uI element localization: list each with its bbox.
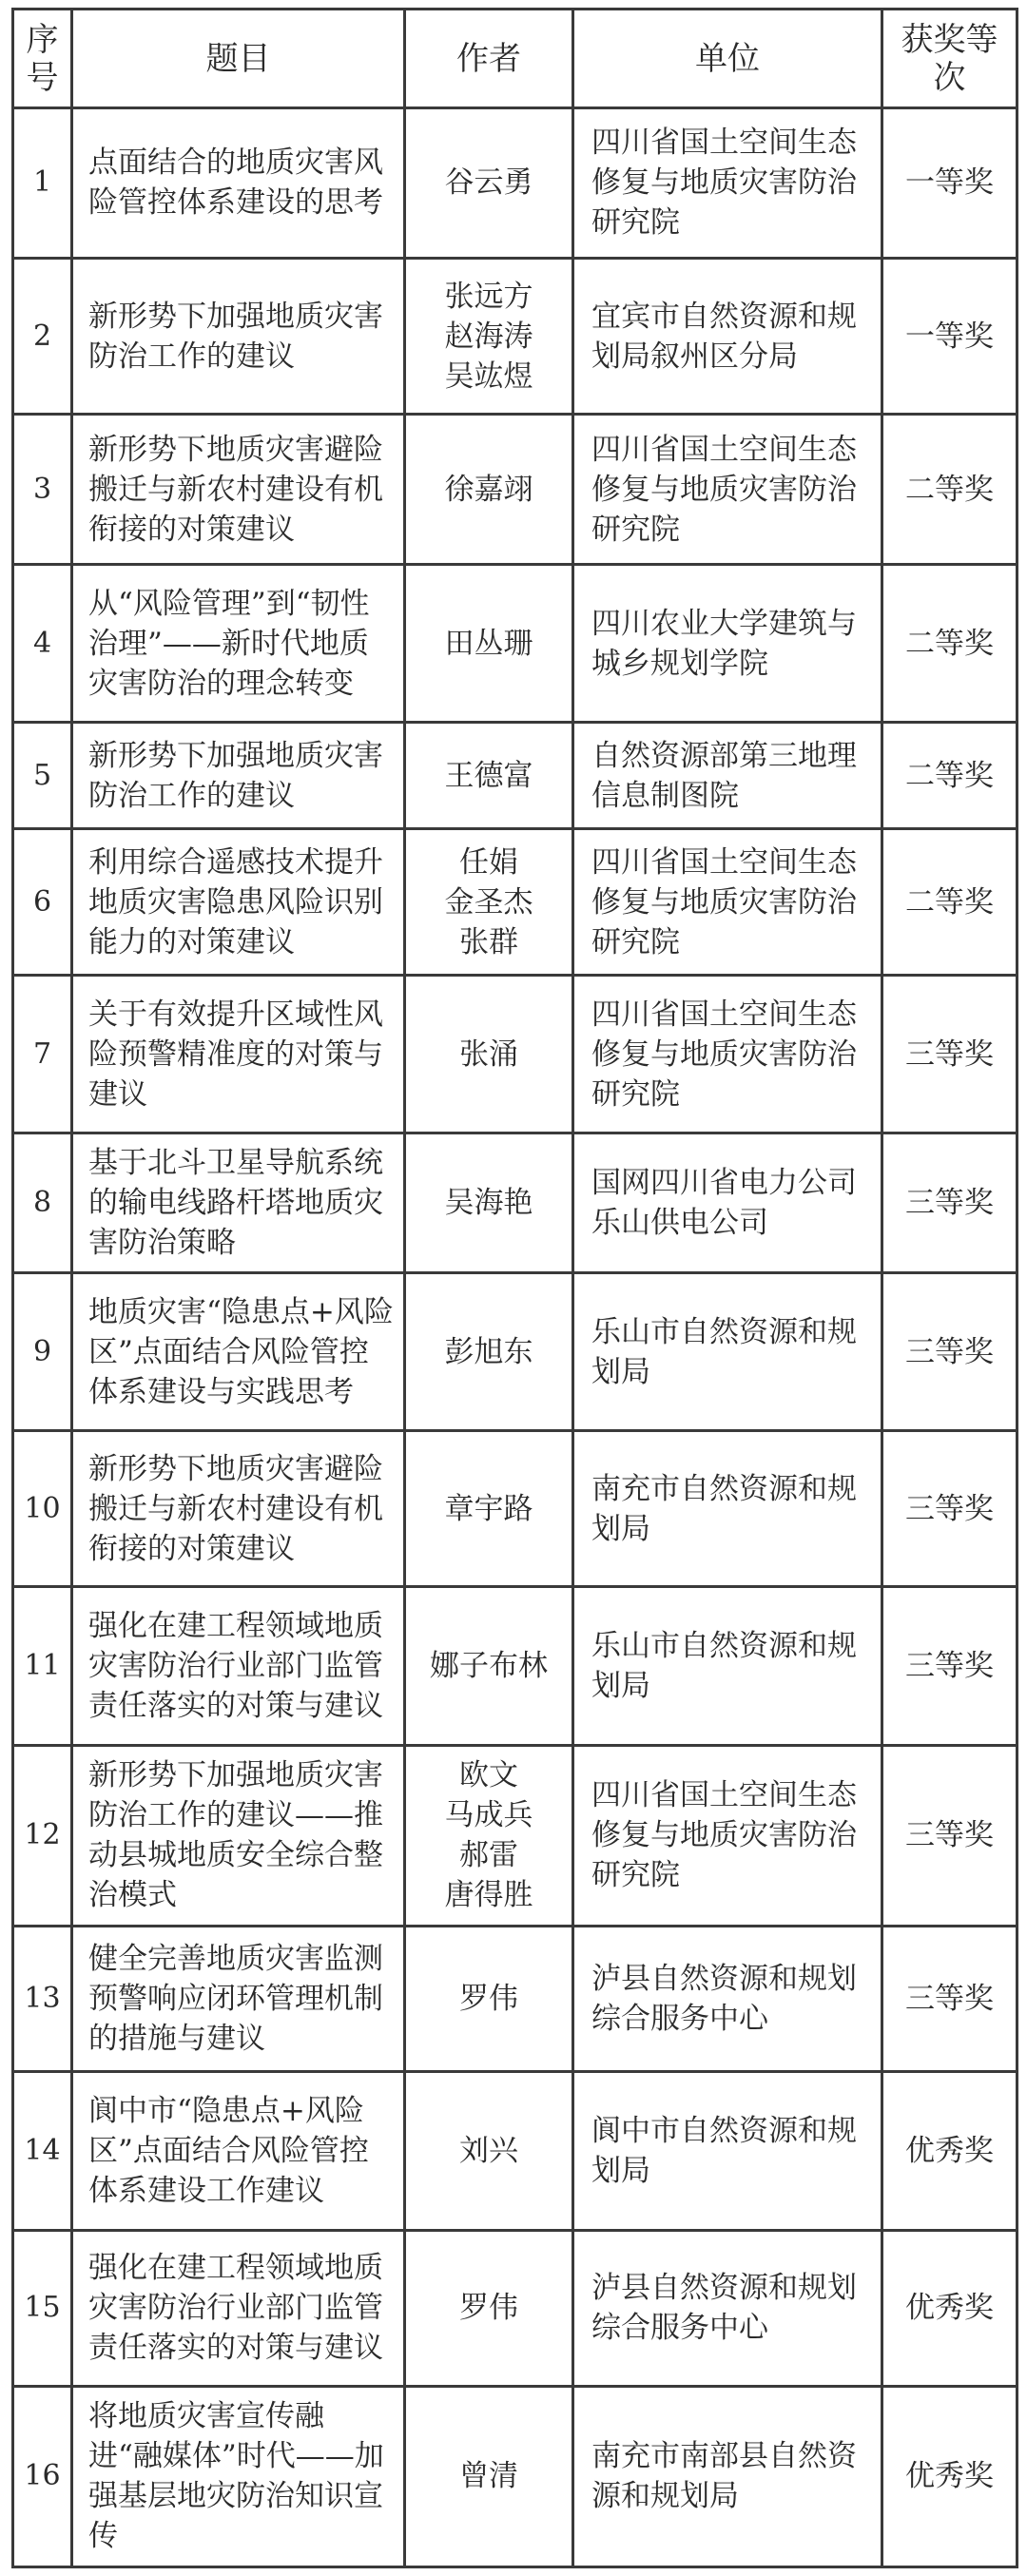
row-author: 张涌 [405,976,573,1133]
row-number: 3 [13,415,72,565]
row-unit: 泸县自然资源和规划综合服务中心 [573,1926,882,2072]
table-row [13,108,1017,259]
row-author: 罗伟 [405,1926,573,2072]
row-author: 徐嘉翊 [405,415,573,565]
row-unit: 南充市南部县自然资源和规划局 [573,2386,882,2566]
row-author: 曾清 [405,2386,573,2566]
table-row [13,1926,1017,2072]
row-title: 点面结合的地质灾害风险管控体系建设的思考 [72,108,405,259]
row-number: 7 [13,976,72,1133]
row-author: 王德富 [405,723,573,829]
table-row [13,258,1017,414]
row-number: 14 [13,2072,72,2230]
row-author: 欧文 马成兵 郝雷 唐得胜 [405,1745,573,1926]
row-title: 利用综合遥感技术提升地质灾害隐患风险识别能力的对策建议 [72,829,405,976]
row-author: 吴海艳 [405,1133,573,1272]
row-title: 新形势下加强地质灾害防治工作的建议——推动县城地质安全综合整治模式 [72,1745,405,1926]
row-award: 三等奖 [882,1133,1017,1272]
row-title: 基于北斗卫星导航系统的输电线路杆塔地质灾害防治策略 [72,1133,405,1272]
row-award: 优秀奖 [882,2386,1017,2566]
row-number: 16 [13,2386,72,2566]
row-unit: 乐山市自然资源和规划局 [573,1587,882,1745]
table-row [13,415,1017,565]
row-title: 新形势下加强地质灾害防治工作的建议 [72,723,405,829]
row-title: 新形势下加强地质灾害防治工作的建议 [72,258,405,414]
row-number: 10 [13,1431,72,1587]
row-award: 优秀奖 [882,2072,1017,2230]
row-author: 田丛珊 [405,565,573,723]
header-unit: 单位 [573,10,882,108]
table-row [13,723,1017,829]
header-row [13,10,1017,108]
row-number: 6 [13,829,72,976]
row-title: 关于有效提升区域性风险预警精准度的对策与建议 [72,976,405,1133]
row-author: 谷云勇 [405,108,573,259]
row-award: 三等奖 [882,1745,1017,1926]
row-unit: 国网四川省电力公司乐山供电公司 [573,1133,882,1272]
row-award: 二等奖 [882,415,1017,565]
row-number: 1 [13,108,72,259]
row-number: 8 [13,1133,72,1272]
row-unit: 自然资源部第三地理信息制图院 [573,723,882,829]
row-award: 三等奖 [882,1587,1017,1745]
row-award: 三等奖 [882,1272,1017,1430]
award-table-sheet [11,8,1016,2568]
row-unit: 四川省国土空间生态修复与地质灾害防治研究院 [573,1745,882,1926]
row-unit: 南充市自然资源和规划局 [573,1431,882,1587]
award-table [11,8,1018,2568]
row-unit: 四川省国土空间生态修复与地质灾害防治研究院 [573,976,882,1133]
row-award: 二等奖 [882,723,1017,829]
row-unit: 四川省国土空间生态修复与地质灾害防治研究院 [573,415,882,565]
row-award: 二等奖 [882,829,1017,976]
row-title: 强化在建工程领域地质灾害防治行业部门监管责任落实的对策与建议 [72,2230,405,2386]
row-unit: 泸县自然资源和规划综合服务中心 [573,2230,882,2386]
row-unit: 四川农业大学建筑与城乡规划学院 [573,565,882,723]
row-unit: 乐山市自然资源和规划局 [573,1272,882,1430]
award-table-body [13,108,1017,2567]
table-row [13,2072,1017,2230]
row-number: 2 [13,258,72,414]
row-author: 刘兴 [405,2072,573,2230]
table-row [13,565,1017,723]
row-award: 二等奖 [882,565,1017,723]
row-title: 新形势下地质灾害避险搬迁与新农村建设有机衔接的对策建议 [72,415,405,565]
header-award: 获奖等次 [882,10,1017,108]
row-number: 13 [13,1926,72,2072]
row-number: 4 [13,565,72,723]
row-award: 三等奖 [882,1926,1017,2072]
row-award: 一等奖 [882,108,1017,259]
row-unit: 四川省国土空间生态修复与地质灾害防治研究院 [573,108,882,259]
row-title: 健全完善地质灾害监测预警响应闭环管理机制的措施与建议 [72,1926,405,2072]
row-author: 娜子布林 [405,1587,573,1745]
row-unit: 宜宾市自然资源和规划局叙州区分局 [573,258,882,414]
row-award: 优秀奖 [882,2230,1017,2386]
row-unit: 阆中市自然资源和规划局 [573,2072,882,2230]
table-row [13,1272,1017,1430]
row-title: 从“风险管理”到“韧性治理”——新时代地质灾害防治的理念转变 [72,565,405,723]
row-title: 新形势下地质灾害避险搬迁与新农村建设有机衔接的对策建议 [72,1431,405,1587]
table-row [13,1133,1017,1272]
table-row [13,1745,1017,1926]
row-unit: 四川省国土空间生态修复与地质灾害防治研究院 [573,829,882,976]
row-award: 三等奖 [882,1431,1017,1587]
header-author: 作者 [405,10,573,108]
row-title: 将地质灾害宣传融进“融媒体”时代——加强基层地灾防治知识宣传 [72,2386,405,2566]
row-author: 张远方 赵海涛 吴竑煜 [405,258,573,414]
row-title: 强化在建工程领域地质灾害防治行业部门监管责任落实的对策与建议 [72,1587,405,1745]
table-row [13,976,1017,1133]
header-number: 序号 [13,10,72,108]
row-title: 地质灾害“隐患点+风险区”点面结合风险管控体系建设与实践思考 [72,1272,405,1430]
table-row [13,1587,1017,1745]
row-number: 5 [13,723,72,829]
row-number: 12 [13,1745,72,1926]
row-award: 三等奖 [882,976,1017,1133]
table-row [13,2230,1017,2386]
row-number: 9 [13,1272,72,1430]
table-row [13,2386,1017,2566]
row-author: 彭旭东 [405,1272,573,1430]
table-row [13,1431,1017,1587]
row-number: 11 [13,1587,72,1745]
row-author: 任娟 金圣杰 张群 [405,829,573,976]
table-row [13,829,1017,976]
row-title: 阆中市“隐患点+风险区”点面结合风险管控体系建设工作建议 [72,2072,405,2230]
header-title: 题目 [72,10,405,108]
row-award: 一等奖 [882,258,1017,414]
row-author: 罗伟 [405,2230,573,2386]
row-author: 章宇路 [405,1431,573,1587]
row-number: 15 [13,2230,72,2386]
